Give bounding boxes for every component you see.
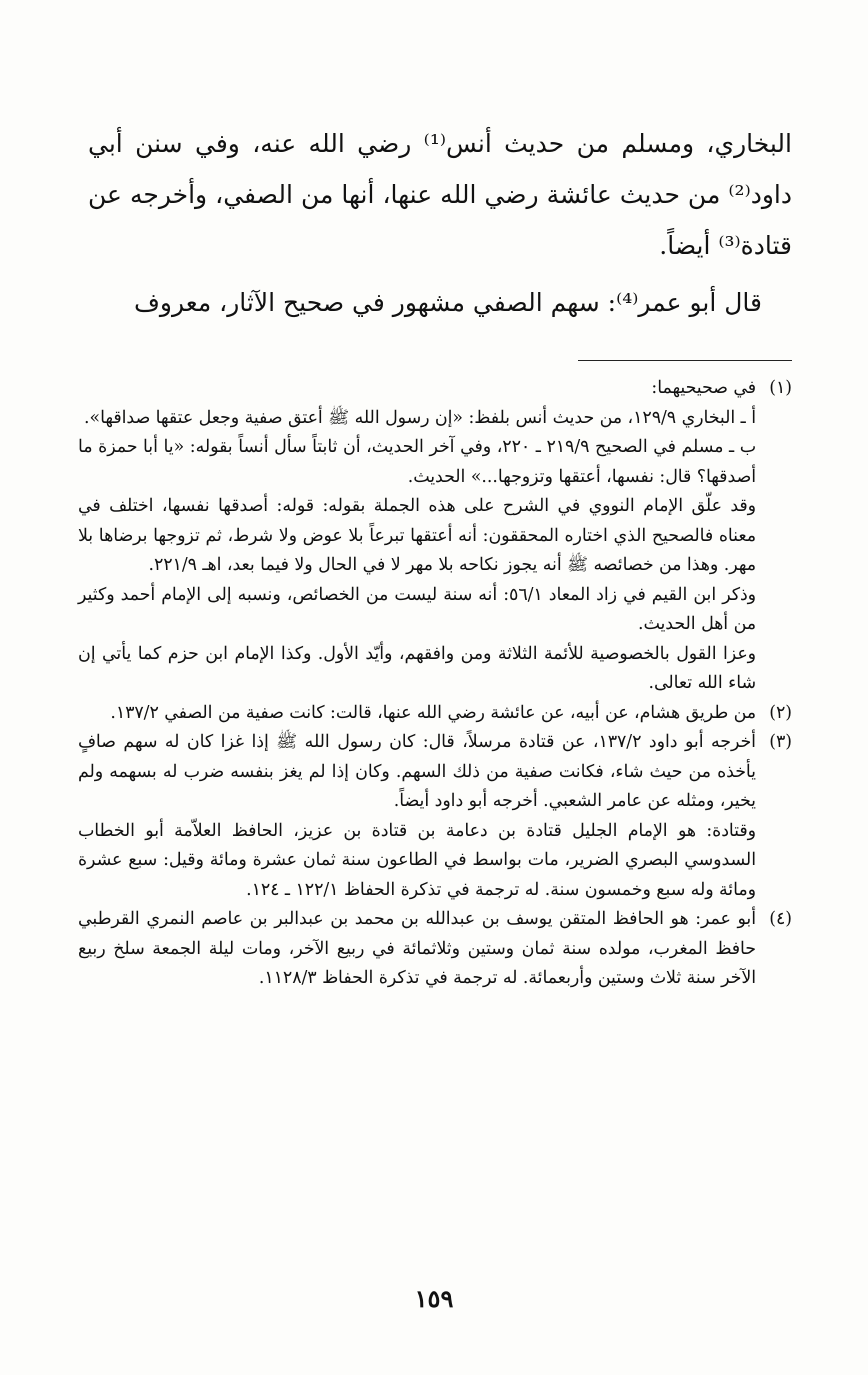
footnote-number: (٢) xyxy=(769,702,792,723)
footnote-paragraph: ب ـ مسلم في الصحيح ٢١٩/٩ ـ ٢٢٠، وفي آخر الحديث، أن ثابتاً سأل أنساً بقوله: «يا أبا حمزة ما أصدقها؟ قال: نفسها، أعتقها وتزوجها...» الحديث. xyxy=(78,437,756,487)
footnote-paragraph: وقتادة: هو الإمام الجليل قتادة بن دعامة بن قتادة بن عزيز، الحافظ العلاّمة أبو الخطاب السدوسي البصري الضرير، مات بواسط في الطاعون سنة ثمان عشرة ومائة وقيل: سبع عشرة ومائة وله سبع وخمسون سنة. له ترجمة في تذكرة الحفاظ ١٢٢/١ ـ ١٢٤. xyxy=(78,820,756,900)
footnote-paragraph: في صحيحيهما: xyxy=(651,378,756,398)
footnote-text xyxy=(78,374,756,699)
footnote-text xyxy=(78,699,756,729)
footnote-paragraph: أ ـ البخاري ١٢٩/٩، من حديث أنس بلفظ: «إن رسول الله ﷺ أعتق صفية وجعل عتقها صداقها». xyxy=(84,407,756,428)
footnotes xyxy=(78,374,792,994)
footnote-3 xyxy=(78,728,792,905)
footnote-separator xyxy=(578,360,792,361)
footnote-number: (١) xyxy=(769,378,792,398)
footnote-1 xyxy=(78,374,792,699)
footnote-2 xyxy=(78,699,792,729)
footnote-number: (٤) xyxy=(769,909,792,929)
footnote-text xyxy=(78,728,756,905)
footnote-paragraph: وعزا القول بالخصوصية للأئمة الثلاثة ومن وافقهم، وأيّد الأول. وكذا الإمام ابن حزم كما يأتي إن شاء الله تعالى. xyxy=(78,643,756,693)
footnote-paragraph: من طريق هشام، عن أبيه، عن عائشة رضي الله عنها، قالت: كانت صفية من الصفي ١٣٧/٢. xyxy=(110,702,756,723)
main-paragraph-2: قال أبو عمر⁽⁴⁾: سهم الصفي مشهور في صحيح الآثار، معروف xyxy=(133,288,762,317)
page-number: ١٥٩ xyxy=(414,1284,454,1313)
footnote-text xyxy=(78,905,756,994)
footnote-paragraph: أبو عمر: هو الحافظ المتقن يوسف بن عبدالله بن محمد بن عبدالبر بن عاصم النمري القرطبي حافظ المغرب، مولده سنة ثمان وستين وثلاثمائة في ربيع الآخر، ومات ليلة الجمعة سلخ ربيع الآخر سنة ثلاث وستين وأربعمائة. له ترجمة في تذكرة الحفاظ ١١٢٨/٣. xyxy=(78,909,756,988)
main-paragraph-1: البخاري، ومسلم من حديث أنس⁽¹⁾ رضي الله عنه، وفي سنن أبي داود⁽²⁾ من حديث عائشة رضي الله عنها، أنها من الصفي، وأخرجه عن قتادة⁽³⁾ أيضاً. xyxy=(88,129,792,260)
main-text xyxy=(88,118,792,328)
footnote-number: (٣) xyxy=(769,732,792,752)
footnote-4 xyxy=(78,905,792,994)
footnote-paragraph: وذكر ابن القيم في زاد المعاد ٥٦/١: أنه سنة ليست من الخصائص، ونسبه إلى الإمام أحمد وكثير من أهل الحديث. xyxy=(78,584,756,634)
footnote-paragraph: وقد علّق الإمام النووي في الشرح على هذه الجملة بقوله: قوله: أصدقها نفسها، اختلف في معناه فالصحيح الذي اختاره المحققون: أنه أعتقها تبرعاً بلا عوض ولا شرط، ثم تزوجها برضاها بلا مهر. وهذا من خصائصه ﷺ أنه يجوز نكاحه بلا مهر لا في الحال ولا فيما بعد، اهـ ٢٢١/٩. xyxy=(78,496,756,575)
footnote-paragraph: أخرجه أبو داود ١٣٧/٢، عن قتادة مرسلاً، قال: كان رسول الله ﷺ إذا غزا كان له سهم صافٍ يأخذه من حيث شاء، فكانت صفية من ذلك السهم. وكان إذا لم يغز بنفسه ضرب له بسهمه ولم يخير، ومثله عن عامر الشعبي. أخرجه أبو داود أيضاً. xyxy=(78,732,756,811)
